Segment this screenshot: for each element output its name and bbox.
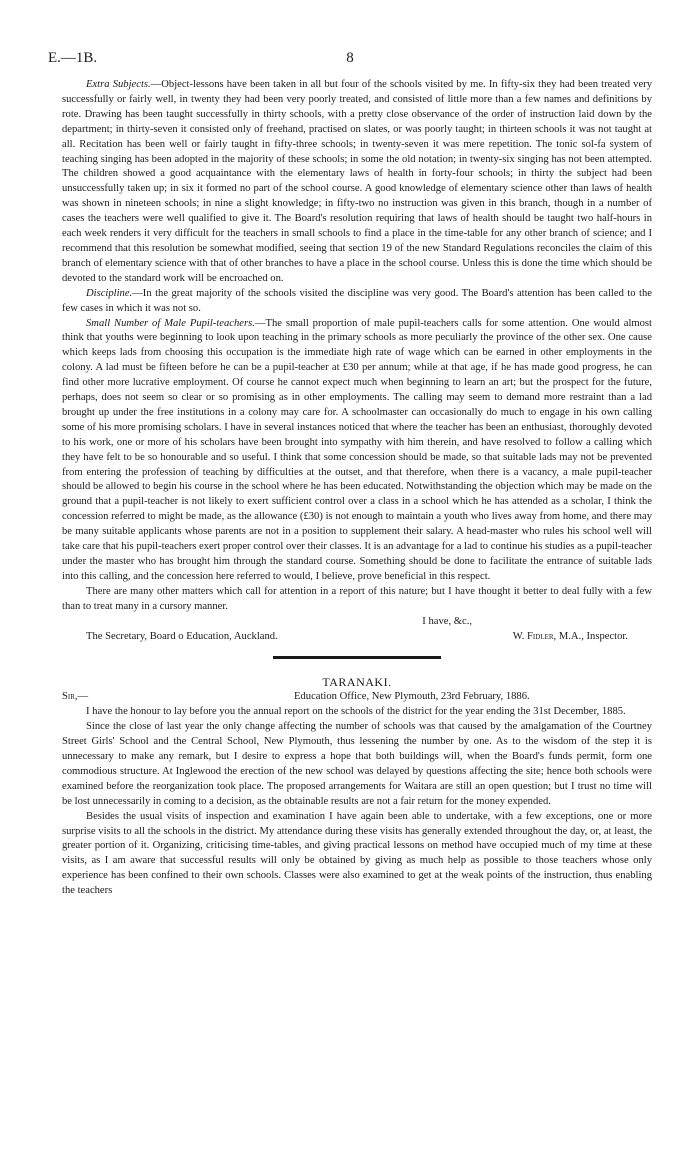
salutation: Sir,— (62, 691, 89, 703)
sender-address: Education Office, New Plymouth, 23rd February, 1886. (294, 691, 530, 703)
paragraph-extra-subjects (62, 78, 652, 287)
paragraph-heading: Small Number of Male Pupil-teachers. (86, 317, 255, 329)
page-number: 8 (346, 50, 354, 66)
document-reference: E.—1B. (48, 50, 98, 66)
paragraph-male-pupil-teachers (62, 317, 652, 585)
section-title: TARANAKI. (322, 675, 392, 690)
paragraph-heading: Discipline. (86, 287, 133, 299)
paragraph-discipline (62, 287, 652, 317)
paragraph-heading: Extra Subjects. (86, 79, 151, 90)
signature-title: Inspector. (586, 630, 628, 642)
paragraph-text: —Object-lessons have been taken in all but four of the schools visited by me. In fifty-six they had been treated very successfully or fairly well, in twenty they had been very poorly treated, and consisted of little more than a few names and definitions by rote. Drawing has been taught successfully in thirty schools, with a pretty close observance of the order of instruction laid down by the department; in thirty-seven it consisted only of freehand, practised on slates, or was poorly taught; in thirteen schools it was not taught at all. Recitation has been well or fairly taught in fifty-three schools; in twenty-seven it was mere repetition. The tonic sol-fa system of teaching singing has been adopted in the majority of these schools; in some the old notation; in twenty-six singing has not been attempted. The children showed a good acquaintance with the elementary laws of health in forty-four schools; in thirty the subject had been unsuccessfully taken up; in six it formed no part of the school course. A good knowledge of elementary science other than laws of health was shown in nineteen schools; in nine a slight knowledge; in fifty-two no instruction was given in this branch, though in a number of cases the teachers were well qualified to give it. The Board's resolution requiring that laws of health should be taught two half-hours in each week renders it very difficult for the teachers in small schools to find a place in the time-table for any other branch of science; and I recommend that this resolution be somewhat modified, seeing that section 19 of the new Standard Regulations reconciles the claim of this branch of elementary science with that of other branches to have a place in the school course. Unless this is done the time which should be devoted to the standard work will be encroached on. (62, 79, 652, 284)
letter-address-line (62, 690, 652, 705)
paragraph-text: —In the great majority of the schools visited the discipline was very good. The Board's attention has been called to the few cases in which it was not so. (62, 287, 652, 314)
paragraph-school-changes: Since the close of last year the only change affecting the number of schools was that caused by the amalgamation of the Courtney Street Girls' School and the Central School, New Plymouth, thus lessening the number by one. As to the wisdom of the step it is unnecessary to make any remark, but I desire to express a hope that both buildings will, when the Board's funds permit, form one commodious structure. At Inglewood the erection of the new school was delayed by questions affecting the site; hence both schools were examined before the reorganization took place. The proposed arrangements for Waitara are still an open question; but I trust no time will be lost unnecessarily in coming to a decision, as the obtainable results are not a fair return for the money expended. (62, 721, 652, 807)
addressee: The Secretary, Board o Education, Auckland. (86, 630, 278, 642)
paragraph-text: —The small proportion of male pupil-teachers calls for some attention. One would almost think that youths were beginning to look upon teaching in the primary schools as more peculiarly the province of the other sex. One cause which keeps lads from choosing this occupation is the immediate high rate of wage which can be earned in other employments in the colony. A lad must be fifteen before he can be a pupil-teacher at £30 per annum; while at that age, if he has made good progress, he can find other more lucrative employment. Of course he cannot expect much when beginning to learn an art; but the prospect for the future, perhaps, does not seem so clear or so promising as in other employments. The calling may seem to demand more restraint than a lad brought up under the free institutions in a colony may care for. A schoolmaster can occasionally do much to engage in his own calling some of his more promising scholars. I have in several instances noticed that where the teacher has been an enthusiast, thoroughly devoted to his work, one or more of his scholars have been brought into sympathy with him therein, and have resolved to follow a calling which they have felt to be so honourable and so useful. I think that some concession should be made, so that suitable lads may not be prevented from entering the profession of teaching by difficulties at the outset, and that therefore, when there is a vacancy, a male pupil-teacher should be allowed to begin his course in the school where he has been educated. Notwithstanding the objection which may be made on the ground that a pupil-teacher is not likely to exert sufficient control over a class in a school which he has attended as a scholar, I think the concession referred to might be made, as the allowance (£30) is not enough to maintain a youth who lives away from home, and there may be many suitable applicants whose parents are not in a position to supplement their salary. A head-master who rules his school well will take care that his pupil-teachers exert proper control over their classes. It is an advantage for a lad to continue his studies as a pupil-teacher under the master who has brought him through the standard course. Something should be done to facilitate the entrance of suitable lads into this calling, and the concession here referred to would, I believe, prove beneficial in this respect. (62, 317, 652, 582)
paragraph-visits: Besides the usual visits of inspection and examination I have again been able to undertake, with a few exceptions, one or more surprise visits to all the schools in the district. My attendance during these visits has generally extended throughout the day, or, at least, the greater portion of it. Organizing, criticising time-tables, and giving practical lessons on method have occupied much of my time at these visits, as I am aware that successful results will only be obtained by giving as much help as possible to those teachers whose only experience has been confined to their own schools. Classes were also examined to get at the weak points of the instruction, thus enabling the teachers (62, 810, 652, 897)
signature (513, 630, 628, 645)
page-header (48, 50, 652, 70)
signature-name: W. Fidler, M.A., (512, 630, 584, 642)
paragraph-closing-remarks: There are many other matters which call for attention in a report of this nature; but I have thought it better to deal fully with a few than to treat many in a cursory manner. (62, 585, 652, 612)
document-body (62, 78, 652, 899)
section-divider (273, 656, 441, 659)
letter-closing: I have, &c., (422, 615, 472, 627)
signature-line (62, 630, 652, 645)
paragraph-report-intro: I have the honour to lay before you the annual report on the schools of the district for the year ending the 31st December, 1885. (86, 706, 626, 718)
